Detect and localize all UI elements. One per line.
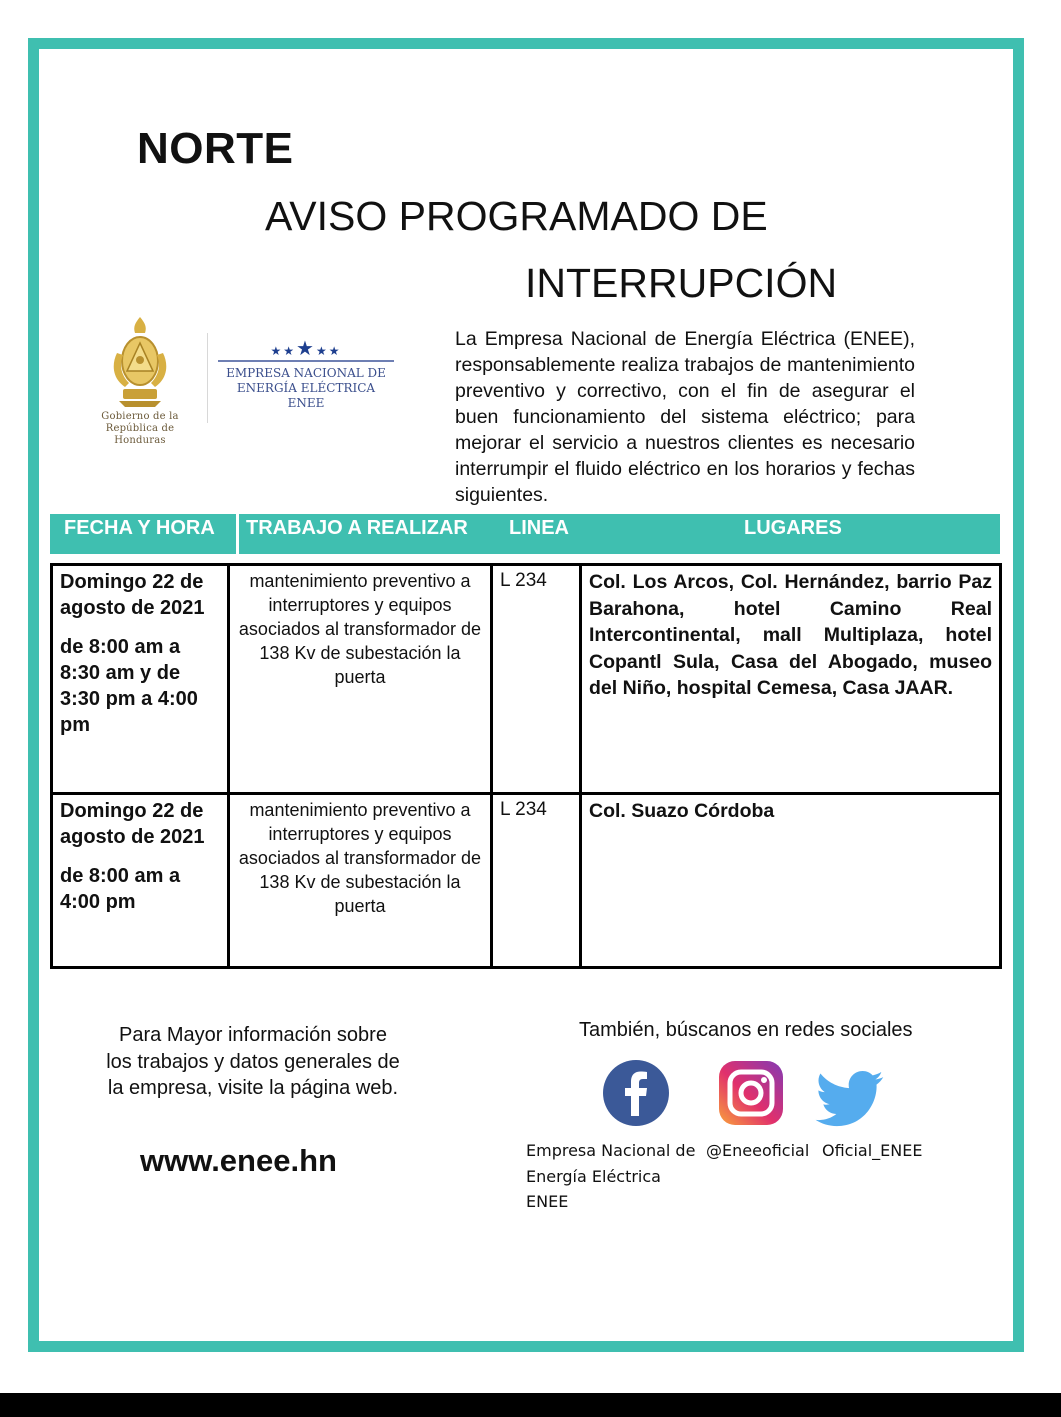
enee-caption-line3: ENEE	[287, 396, 325, 410]
social-heading: También, búscanos en redes sociales	[579, 1019, 913, 1041]
coat-of-arms-icon	[105, 313, 175, 409]
enee-caption-line2: ENERGÍA ELÉCTRICA	[236, 381, 376, 395]
enee-caption	[216, 366, 396, 411]
cell-work: mantenimiento preventivo a interruptores y equipos asociados al transformador de 138 Kv de subestación la puerta	[229, 794, 492, 968]
cell-places: Col. Los Arcos, Col. Hernández, barrio Paz Barahona, hotel Camino Real Intercontinental, mall Multiplaza, hotel Copantl Sula, Casa del Abogado, museo del Niño, hospital Cemesa, Casa JAAR.	[581, 565, 1001, 794]
enee-stars-icon: ★★★★★	[270, 338, 342, 360]
cell-places: Col. Suazo Córdoba	[581, 794, 1001, 968]
facebook-icon[interactable]	[601, 1058, 671, 1128]
logo-divider	[207, 333, 208, 423]
header-separator	[236, 514, 239, 554]
date-text: Domingo 22 de agosto de 2021	[60, 800, 205, 848]
enee-logo	[216, 340, 396, 411]
header-line: LINEA	[509, 517, 569, 539]
enee-caption-line1: EMPRESA NACIONAL DE	[226, 366, 386, 380]
intro-paragraph: La Empresa Nacional de Energía Eléctrica (ENEE), responsablemente realiza trabajos de mantenimiento preventivo y correctivo, con el fin de asegurar el buen funcionamiento del sistema eléctrico; para mejorar el servicio a nuestros clientes es necesario interrumpir el fluido eléctrico en los horarios y fechas siguientes.	[455, 328, 915, 506]
header-places: LUGARES	[744, 517, 842, 539]
government-caption-line2: República de Honduras	[105, 423, 175, 446]
enee-logo-rule	[218, 360, 394, 362]
facebook-label-line2: Energía Eléctrica	[526, 1166, 661, 1186]
government-caption-line1: Gobierno de la	[101, 411, 179, 422]
facebook-label-line1: Empresa Nacional de	[526, 1141, 696, 1160]
cell-date-time	[52, 794, 229, 968]
page-title-line1: AVISO PROGRAMADO DE	[265, 193, 768, 239]
cell-date-time	[52, 565, 229, 794]
twitter-icon[interactable]	[815, 1064, 885, 1134]
page-title-line2: INTERRUPCIÓN	[525, 260, 838, 306]
cell-line: L 234	[492, 794, 581, 968]
cell-line: L 234	[492, 565, 581, 794]
bottom-black-bar	[0, 1393, 1061, 1417]
time-text: de 8:00 am a 8:30 am y de 3:30 pm a 4:00 pm	[60, 636, 198, 736]
region-label: NORTE	[137, 124, 294, 173]
table-row	[52, 565, 1001, 794]
facebook-label	[526, 1138, 695, 1215]
header-date-time: FECHA Y HORA	[64, 517, 215, 539]
time-text: de 8:00 am a 4:00 pm	[60, 865, 181, 913]
instagram-icon[interactable]	[716, 1058, 786, 1128]
date-text: Domingo 22 de agosto de 2021	[60, 571, 205, 619]
government-logo	[80, 313, 200, 446]
table-header-bar	[50, 514, 1000, 554]
cell-work: mantenimiento preventivo a interruptores y equipos asociados al transformador de 138 Kv de subestación la puerta	[229, 565, 492, 794]
government-caption	[80, 411, 200, 447]
website-link[interactable]: www.enee.hn	[140, 1143, 337, 1178]
facebook-label-line3: ENEE	[526, 1192, 569, 1211]
table-row	[52, 794, 1001, 968]
more-info-text: Para Mayor información sobre los trabajos y datos generales de la empresa, visite la página web.	[106, 1024, 400, 1099]
twitter-label: Oficial_ENEE	[822, 1141, 923, 1160]
header-work: TRABAJO A REALIZAR	[246, 517, 468, 539]
instagram-label: @Eneeoficial	[706, 1141, 810, 1160]
schedule-table	[50, 563, 1002, 969]
